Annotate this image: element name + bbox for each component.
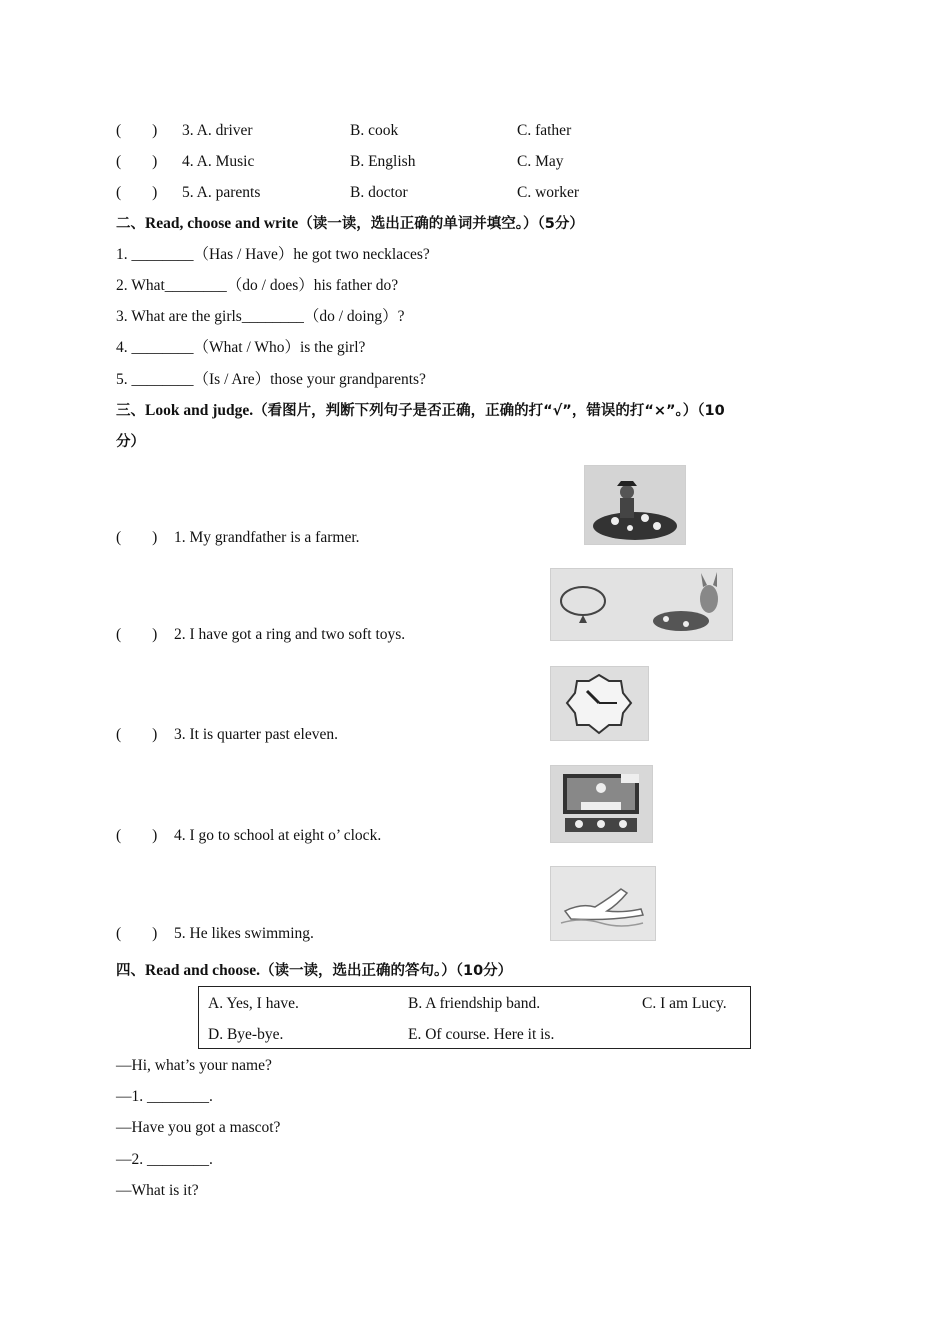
option-e: E. Of course. Here it is. xyxy=(408,1026,555,1043)
option-b: B. cook xyxy=(350,122,399,139)
judge-item-1: ( ) 1. My grandfather is a farmer. xyxy=(116,529,360,546)
option-c: C. father xyxy=(517,122,572,139)
bracelet-and-toys-picture-icon xyxy=(550,568,733,641)
answer-paren[interactable]: ( ) xyxy=(116,925,158,942)
section-3-title: 三、Look and judge.（看图片，判断下列句子是否正确，正确的打“√”，错误的打“×”。）（10 xyxy=(116,402,725,419)
answer-paren[interactable]: ( ) xyxy=(116,827,158,844)
judge-item-3: ( ) 3. It is quarter past eleven. xyxy=(116,726,338,743)
clock-picture-icon xyxy=(550,666,649,741)
section-4-title: 四、Read and choose.（读一读，选出正确的答句。）（10分） xyxy=(116,962,513,979)
swimmer-picture-icon xyxy=(550,866,656,941)
answer-paren[interactable]: ( ) xyxy=(116,726,158,743)
answer-options-box xyxy=(198,986,751,1049)
section-2-title: 二、Read, choose and write（读一读，选出正确的单词并填空。）（5分） xyxy=(116,215,584,232)
judge-item-5: ( ) 5. He likes swimming. xyxy=(116,925,314,942)
option-a: 3. A. driver xyxy=(182,122,253,139)
fill-item-5[interactable]: 5. ________（Is / Are）those your grandparents? xyxy=(116,371,426,388)
option-a: 4. A. Music xyxy=(182,153,255,170)
dialogue-line-1: —Hi, what’s your name? xyxy=(116,1057,272,1074)
fill-item-4[interactable]: 4. ________（What / Who）is the girl? xyxy=(116,339,366,356)
fill-item-2[interactable]: 2. What________（do / does）his father do? xyxy=(116,277,399,294)
dialogue-line-2: —Have you got a mascot? xyxy=(116,1119,281,1136)
option-b: B. doctor xyxy=(350,184,408,201)
judge-item-2: ( ) 2. I have got a ring and two soft toys. xyxy=(116,626,406,643)
choice-row-4 xyxy=(116,152,564,172)
option-c: C. worker xyxy=(517,184,579,201)
choice-row-5 xyxy=(116,183,579,203)
option-b: B. English xyxy=(350,153,416,170)
option-c: C. May xyxy=(517,153,564,170)
answer-paren[interactable]: ( ) xyxy=(116,626,158,643)
judge-item-4: ( ) 4. I go to school at eight o’ clock. xyxy=(116,827,382,844)
option-a: 5. A. parents xyxy=(182,184,261,201)
answer-paren[interactable]: ( ) xyxy=(116,122,158,139)
option-b: B. A friendship band. xyxy=(408,995,541,1012)
option-d: D. Bye-bye. xyxy=(208,1026,284,1043)
farmer-picture-icon xyxy=(584,465,686,545)
fill-item-1[interactable]: 1. ________（Has / Have）he got two necklaces? xyxy=(116,246,430,263)
dialogue-line-3: —What is it? xyxy=(116,1182,199,1199)
classroom-picture-icon xyxy=(550,765,653,843)
dialogue-answer-1[interactable]: —1. ________. xyxy=(116,1088,213,1105)
section-3-title-cont: 分） xyxy=(116,434,145,450)
option-c: C. I am Lucy. xyxy=(642,995,727,1012)
dialogue-answer-2[interactable]: —2. ________. xyxy=(116,1151,213,1168)
option-a: A. Yes, I have. xyxy=(208,995,299,1012)
fill-item-3[interactable]: 3. What are the girls________（do / doing）? xyxy=(116,308,405,325)
choice-row-3 xyxy=(116,121,572,141)
answer-paren[interactable]: ( ) xyxy=(116,184,158,201)
answer-paren[interactable]: ( ) xyxy=(116,153,158,170)
answer-paren[interactable]: ( ) xyxy=(116,529,158,546)
